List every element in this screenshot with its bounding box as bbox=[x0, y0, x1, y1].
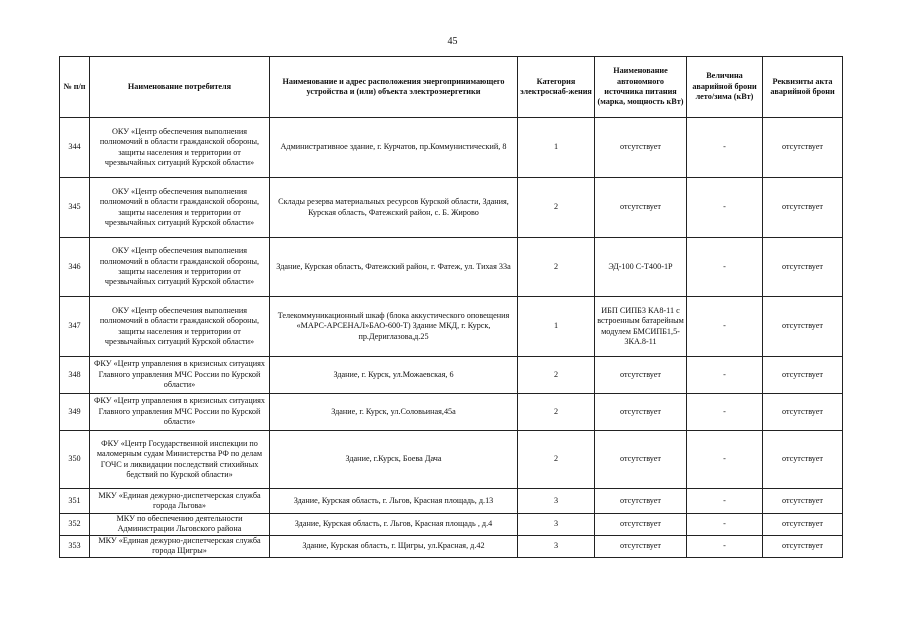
cell-num: 351 bbox=[60, 489, 90, 514]
header-source: Наименование автономного источника питания (марка, мощность кВт) bbox=[595, 57, 687, 118]
table-header-row bbox=[60, 57, 843, 118]
cell-reserve: - bbox=[687, 394, 763, 431]
cell-category: 2 bbox=[518, 238, 595, 297]
cell-category: 3 bbox=[518, 514, 595, 536]
cell-act: отсутствует bbox=[763, 297, 843, 357]
header-address: Наименование и адрес расположения энергопринимающего устройства и (или) объекта электроэнергетики bbox=[270, 57, 518, 118]
cell-act: отсутствует bbox=[763, 178, 843, 238]
cell-category: 2 bbox=[518, 394, 595, 431]
header-num: № п/п bbox=[60, 57, 90, 118]
cell-category: 1 bbox=[518, 118, 595, 178]
cell-address: Телекоммуникационный шкаф (блока аккустического оповещения «МАРС-АРСЕНАЛ»БАО-600-Т) Здание МКД, г. Курск, пр.Дериглазова,д.25 bbox=[270, 297, 518, 357]
header-consumer: Наименование потребителя bbox=[90, 57, 270, 118]
cell-num: 349 bbox=[60, 394, 90, 431]
cell-num: 344 bbox=[60, 118, 90, 178]
table-row bbox=[60, 357, 843, 394]
cell-num: 352 bbox=[60, 514, 90, 536]
cell-category: 1 bbox=[518, 297, 595, 357]
cell-category: 3 bbox=[518, 489, 595, 514]
page-number: 45 bbox=[447, 36, 458, 47]
cell-consumer: МКУ «Единая дежурно-диспетчерская служба города Льгова» bbox=[90, 489, 270, 514]
cell-reserve: - bbox=[687, 535, 763, 557]
cell-source: отсутствует bbox=[595, 178, 687, 238]
cell-category: 2 bbox=[518, 357, 595, 394]
cell-consumer: ОКУ «Центр обеспечения выполнения полномочий в области гражданской обороны, защиты населения и территории от чрезвычайных ситуаций Курской области» bbox=[90, 178, 270, 238]
cell-act: отсутствует bbox=[763, 514, 843, 536]
cell-consumer: ФКУ «Центр Государственной инспекции по маломерным судам Министерства РФ по делам ГОЧС и ликвидации последствий стихийных бедствий по Курской области» bbox=[90, 431, 270, 489]
cell-address: Здание, г. Курск, ул.Можаевская, 6 bbox=[270, 357, 518, 394]
cell-act: отсутствует bbox=[763, 489, 843, 514]
header-act: Реквизиты акта аварийной брони bbox=[763, 57, 843, 118]
cell-source: отсутствует bbox=[595, 514, 687, 536]
cell-num: 345 bbox=[60, 178, 90, 238]
cell-num: 353 bbox=[60, 535, 90, 557]
cell-source: отсутствует bbox=[595, 357, 687, 394]
cell-consumer: ОКУ «Центр обеспечения выполнения полномочий в области гражданской обороны, защиты населения и территории от чрезвычайных ситуаций Курской области» bbox=[90, 238, 270, 297]
cell-address: Административное здание, г. Курчатов, пр.Коммунистический, 8 bbox=[270, 118, 518, 178]
cell-source: отсутствует bbox=[595, 118, 687, 178]
cell-consumer: ОКУ «Центр обеспечения выполнения полномочий в области гражданской обороны, защиты населения и территории от чрезвычайных ситуаций Курской области» bbox=[90, 297, 270, 357]
cell-act: отсутствует bbox=[763, 535, 843, 557]
cell-source: отсутствует bbox=[595, 431, 687, 489]
table-row bbox=[60, 431, 843, 489]
cell-address: Здание, г. Курск, ул.Соловьиная,45а bbox=[270, 394, 518, 431]
cell-consumer: МКУ по обеспечению деятельности Администрации Льговского района bbox=[90, 514, 270, 536]
cell-address: Здание, Курская область, г. Льгов, Красная площадь, д.13 bbox=[270, 489, 518, 514]
consumer-registry-table bbox=[59, 56, 843, 558]
table-row bbox=[60, 178, 843, 238]
cell-address: Здание, Курская область, г. Щигры, ул.Красная, д.42 bbox=[270, 535, 518, 557]
table-row bbox=[60, 535, 843, 557]
cell-act: отсутствует bbox=[763, 357, 843, 394]
cell-address: Здание, г.Курск, Боева Дача bbox=[270, 431, 518, 489]
cell-source: отсутствует bbox=[595, 489, 687, 514]
cell-reserve: - bbox=[687, 178, 763, 238]
cell-num: 347 bbox=[60, 297, 90, 357]
cell-act: отсутствует bbox=[763, 118, 843, 178]
cell-consumer: ОКУ «Центр обеспечения выполнения полномочий в области гражданской обороны, защиты населения и территории от чрезвычайных ситуаций Курской области» bbox=[90, 118, 270, 178]
cell-reserve: - bbox=[687, 431, 763, 489]
table-row bbox=[60, 297, 843, 357]
header-reserve: Величина аварийной брони лето/зима (кВт) bbox=[687, 57, 763, 118]
cell-address: Здание, Курская область, г. Льгов, Красная площадь , д.4 bbox=[270, 514, 518, 536]
table-row bbox=[60, 394, 843, 431]
header-category: Категория электроснаб-жения bbox=[518, 57, 595, 118]
table-row bbox=[60, 489, 843, 514]
cell-category: 2 bbox=[518, 431, 595, 489]
cell-address: Здание, Курская область, Фатежский район, г. Фатеж, ул. Тихая 33а bbox=[270, 238, 518, 297]
cell-consumer: МКУ «Единая дежурно-диспетчерская служба города Щигры» bbox=[90, 535, 270, 557]
table-row bbox=[60, 514, 843, 536]
cell-num: 346 bbox=[60, 238, 90, 297]
cell-consumer: ФКУ «Центр управления в кризисных ситуациях Главного управления МЧС России по Курской области» bbox=[90, 357, 270, 394]
cell-consumer: ФКУ «Центр управления в кризисных ситуациях Главного управления МЧС России по Курской области» bbox=[90, 394, 270, 431]
cell-act: отсутствует bbox=[763, 431, 843, 489]
cell-category: 2 bbox=[518, 178, 595, 238]
table-row bbox=[60, 238, 843, 297]
cell-num: 348 bbox=[60, 357, 90, 394]
cell-source: ЭД-100 С-Т400-1Р bbox=[595, 238, 687, 297]
table-row bbox=[60, 118, 843, 178]
cell-act: отсутствует bbox=[763, 394, 843, 431]
cell-num: 350 bbox=[60, 431, 90, 489]
cell-address: Склады резерва материальных ресурсов Курской области, Здания, Курская область, Фатежский район, с. Б. Жирово bbox=[270, 178, 518, 238]
cell-category: 3 bbox=[518, 535, 595, 557]
cell-reserve: - bbox=[687, 357, 763, 394]
cell-reserve: - bbox=[687, 489, 763, 514]
cell-reserve: - bbox=[687, 118, 763, 178]
cell-act: отсутствует bbox=[763, 238, 843, 297]
cell-source: отсутствует bbox=[595, 535, 687, 557]
cell-reserve: - bbox=[687, 514, 763, 536]
cell-source: ИБП СИПБ3 КА8-11 с встроенным батарейным модулем БМСИПБ1,5-3КА.8-11 bbox=[595, 297, 687, 357]
cell-reserve: - bbox=[687, 238, 763, 297]
cell-reserve: - bbox=[687, 297, 763, 357]
cell-source: отсутствует bbox=[595, 394, 687, 431]
